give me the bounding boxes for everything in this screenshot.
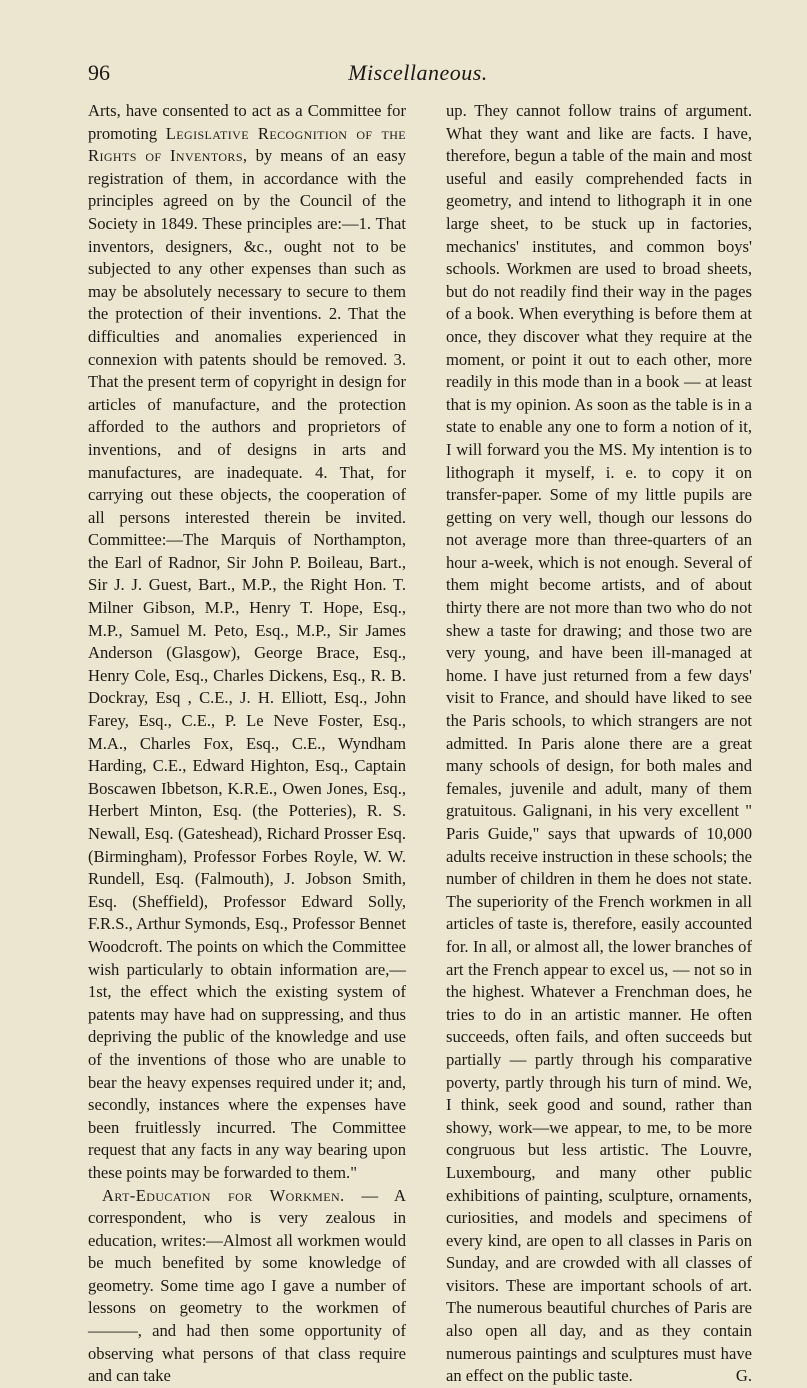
committee-heading: Legislative Recognition of the Rights of Inventors, xyxy=(88,123,406,166)
running-title: Miscellaneous. xyxy=(348,60,488,85)
committee-text-start: Arts, have consented to act as a Committee for promoting xyxy=(88,101,406,143)
page-number: 96 xyxy=(88,60,110,85)
committee-text-body: by means of an easy registration of them, in accordance with the principles agreed on by the Council of the Society in 1849. These principles are:—1. That inventors, designers, &c., ought not to be subjected to any other expenses than such as may be absolutely necessary to secure to them the protection of their inventions. 2. That the difficulties and anomalies experienced in connexion with patents should be removed. 3. That the present term of copyright in design for articles of manufacture, and the protection afforded to the authors and proprietors of inventions, and of designs in arts and manufactures, are inadequate. 4. That, for carrying out these objects, the cooperation of all persons interested therein be invited. Committee:—The Marquis of Northampton, the Earl of Radnor, Sir John P. Boileau, Bart., Sir J. J. Guest, Bart., M.P., the Right Hon. T. Milner Gibson, M.P., Henry T. Hope, Esq., M.P., Samuel M. Peto, Esq., M.P., Sir James Anderson (Glasgow), George Brace, Esq., Henry Cole, Esq., Charles Dickens, Esq., R. B. Dockray, Esq , C.E., J. H. Elliott, Esq., John Farey, Esq., C.E., P. Le Neve Foster, Esq., M.A., Charles Fox, Esq., C.E., Wyndham Harding, C.E., Edward Highton, Esq., Captain Boscawen Ibbetson, K.R.E., Owen Jones, Esq., Herbert Minton, Esq. (the Potteries), R. S. Newall, Esq. (Gateshead), Richard Prosser Esq. (Birmingham), Professor Forbes Royle, W. W. Rundell, Esq. (Falmouth), J. Jobson Smith, Esq. (Sheffield), Professor Edward Solly, F.R.S., Arthur Symonds, Esq., Professor Bennet Woodcroft. The points on which the Committee wish particularly to obtain information are,—1st, the effect which the existing system of patents may have had on suppressing, and thus depriving the public of the knowledge and use of the inventions of those who are unable to bear the heavy expenses required under it; and, secondly, instances where the expenses have been fruitlessly incurred. The Committee request that any facts in any way bearing upon these points may be forwarded to them." xyxy=(88,146,407,1182)
art-education-paragraph xyxy=(88,1185,406,1388)
signature: G. xyxy=(735,1366,752,1386)
art-education-continued-text: up. They cannot follow trains of argument. What they want and like are facts. I have, therefore, begun a table of the main and most useful and easily comprehended facts in geometry, and intend to lithograph it in one large sheet, to be stuck up in factories, mechanics' institutes, and common boys' schools. Workmen are used to broad sheets, but do not readily find their way in the pages of a book. When everything is before them at once, they discover what they require at the moment, or point it out to each other, more readily in this mode than in a book — at least that is my opinion. As soon as the table is in a state to enable any one to form a notion of it, I will forward you the MS. My intention is to lithograph it myself, i. e. to copy it on transfer-paper. Some of my little pupils are getting on very well, though our lessons do not average more than three-quarters of an hour a-week, which is not enough. Several of them might become artists, and of about thirty there are not more than two who do not shew a taste for drawing; and those two are very young, and have been ill-managed at home. I have just returned from a few days' visit to France, and should have liked to see the Paris schools, to which strangers are not admitted. In Paris alone there are a great many schools of design, for both males and females, juvenile and adult, many of them gratuitous. Galignani, in his very excellent " Paris Guide," says that upwards of 10,000 adults receive instruction in these schools; the number of children in them he does not state. The superiority of the French workmen in all articles of taste is, therefore, easily accounted for. In all, or almost all, the lower branches of art the French appear to excel us, — not so in the highest. Whatever a Frenchman does, he tries to do in an artistic manner. He often succeeds, often fails, and often succeeds but partially — partly through his comparative poverty, partly through his turn of mind. We, I think, seek good and sound, rather than showy, work—we appear, to me, to be more congruous but less artistic. The Louvre, Luxembourg, and many other public exhibitions of painting, sculpture, ornaments, curiosities, and models and specimens of every kind, are open to all classes in Paris on Sunday, and are crowded with all classes of visitors. These are important schools of art. The numerous beautiful churches of Paris are also open all day, and as they contain numerous paintings and sculptures must have an effect on the public taste. xyxy=(446,101,752,1386)
running-head xyxy=(88,60,748,90)
art-education-heading: Art-Education for Workmen. xyxy=(102,1185,345,1205)
committee-paragraph xyxy=(88,100,406,1185)
art-education-continued xyxy=(446,100,752,1388)
right-column xyxy=(446,100,752,1388)
left-column xyxy=(88,100,406,1388)
art-education-text: — A correspondent, who is very zealous in education, writes:—Almost all workmen would be much benefited by some knowledge of geometry. Some time ago I gave a number of lessons on geometry to the workmen of ———, and had then some opportunity of observing what persons of that class require and can take xyxy=(88,1185,406,1386)
